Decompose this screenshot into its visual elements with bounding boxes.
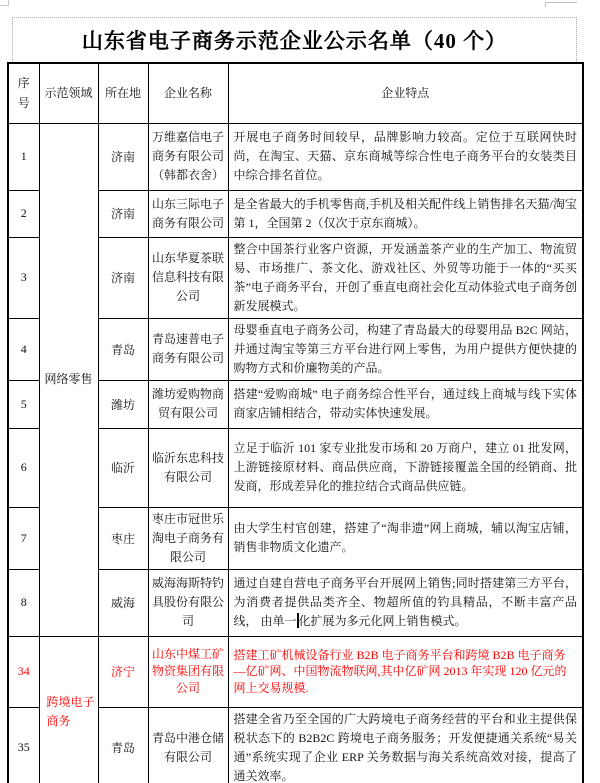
cell-no: 7 bbox=[8, 507, 39, 569]
enterprise-table bbox=[7, 62, 584, 783]
cell-feature: 立足于临沂 101 家专业批发市场和 20 万商户，建立 01 批发网，上游链接原材料、商品供应商，下游链接覆盖全国的经销商、批发商，形成差异化的推拉结合式商品供应链。 bbox=[228, 428, 583, 507]
cell-location: 济宁 bbox=[98, 636, 148, 707]
cell-name: 枣庄市冠世乐淘电子商务有限公司 bbox=[148, 507, 228, 569]
cell-no: 3 bbox=[8, 237, 39, 318]
cell-no: 34 bbox=[8, 636, 39, 707]
cell-no: 6 bbox=[8, 428, 39, 507]
header-field: 示范领域 bbox=[39, 63, 98, 123]
cell-feature: 搭建工矿机械设备行业 B2B 电子商务平台和跨境 B2B 电子商务—亿矿网、中国物流物联网,其中亿矿网 2013 年实现 120 亿元的网上交易规模. bbox=[228, 636, 583, 707]
cell-name: 潍坊爱购物商贸有限公司 bbox=[148, 380, 228, 428]
cell-no: 8 bbox=[8, 569, 39, 636]
feature-text-before-cursor: 通过自建自营电子商务平台开展网上销售;同时搭建第三方平台，为消费者提供品类齐全、物超所值的钓具精品，不断丰富产品线， 由单一 bbox=[233, 576, 577, 628]
cell-field-group-online-retail: 网络零售 bbox=[39, 123, 98, 636]
ruler-handle-fragment bbox=[545, 2, 577, 7]
title-text-boundary bbox=[12, 17, 577, 62]
cell-location: 青岛 bbox=[98, 318, 148, 380]
header-feature: 企业特点 bbox=[228, 63, 583, 123]
cell-name: 临沂东忠科技有限公司 bbox=[148, 428, 228, 507]
header-location: 所在地 bbox=[98, 63, 148, 123]
cell-name: 青岛速普电子商务有限公司 bbox=[148, 318, 228, 380]
feature-text-after-cursor: 化扩展为多元化网上销售模式。 bbox=[298, 614, 467, 628]
cell-name: 威海海斯特钓具股份有限公司 bbox=[148, 569, 228, 636]
cell-feature-with-cursor[interactable] bbox=[228, 569, 583, 636]
cell-no: 5 bbox=[8, 380, 39, 428]
cell-name: 山东华夏茶联信息科技有限公司 bbox=[148, 237, 228, 318]
cell-feature: 搭建全省乃至全国的广大跨境电子商务经营的平台和业主提供保税状态下的 B2B2C 跨境电子商务服务；开发便捷通关系统“易关通”系统实现了企业 ERP 关务数据与海关系统高效对接，提高了通关效率。 bbox=[228, 707, 583, 783]
header-name: 企业名称 bbox=[148, 63, 228, 123]
cell-location: 济南 bbox=[98, 237, 148, 318]
cell-location: 枣庄 bbox=[98, 507, 148, 569]
cell-location: 威海 bbox=[98, 569, 148, 636]
cell-feature: 开展电子商务时间较早，品牌影响力较高。定位于互联网快时尚，在淘宝、天猫、京东商城等综合性电子商务平台的女装类目中综合排名首位。 bbox=[228, 123, 583, 190]
cell-location: 济南 bbox=[98, 190, 148, 237]
cell-feature: 母婴垂直电子商务公司，构建了青岛最大的母婴用品 B2C 网站，并通过淘宝等第三方平台进行网上零售，为用户提供方便快捷的购物方式和价廉物美的产品。 bbox=[228, 318, 583, 380]
table-header-row bbox=[8, 63, 583, 123]
table-row bbox=[8, 123, 583, 190]
cell-location: 济南 bbox=[98, 123, 148, 190]
cell-location: 青岛 bbox=[98, 707, 148, 783]
cell-name: 青岛中港仓储有限公司 bbox=[148, 707, 228, 783]
cell-location: 临沂 bbox=[98, 428, 148, 507]
cell-no: 35 bbox=[8, 707, 39, 783]
cell-name: 山东三际电子商务有限公司 bbox=[148, 190, 228, 237]
cell-no: 1 bbox=[8, 123, 39, 190]
page-title: 山东省电子商务示范企业公示名单（40 个） bbox=[81, 29, 508, 53]
cell-feature: 是全省最大的手机零售商,手机及相关配件线上销售排名天猫/淘宝第 1，全国第 2（仅次于京东商城）。 bbox=[228, 190, 583, 237]
table-handle-fragment bbox=[0, 0, 9, 6]
cell-field-group-cross-border: 跨境电子商务 bbox=[39, 636, 98, 783]
cell-name: 万维嘉信电子商务有限公司（韩都衣舍） bbox=[148, 123, 228, 190]
cell-no: 2 bbox=[8, 190, 39, 237]
header-no: 序号 bbox=[8, 63, 39, 123]
cell-name: 山东中煤工矿物资集团有限公司 bbox=[148, 636, 228, 707]
cell-feature: 由大学生村官创建，搭建了“淘非遗”网上商城，辅以淘宝店铺，销售非物质文化遗产。 bbox=[228, 507, 583, 569]
cell-location: 潍坊 bbox=[98, 380, 148, 428]
cell-no: 4 bbox=[8, 318, 39, 380]
cell-feature: 整合中国茶行业客户资源，开发涵盖茶产业的生产加工、物流贸易、市场推广、茶文化、游戏社区、外贸等功能于一体的“买买茶”电子商务平台，开创了垂直电商社会化互动体验式电子商务创新发展模式。 bbox=[228, 237, 583, 318]
table-row-highlighted bbox=[8, 636, 583, 707]
cell-feature: 搭建“爱购商城” 电子商务综合性平台，通过线上商城与线下实体商家店铺相结合，带动实体快速发展。 bbox=[228, 380, 583, 428]
